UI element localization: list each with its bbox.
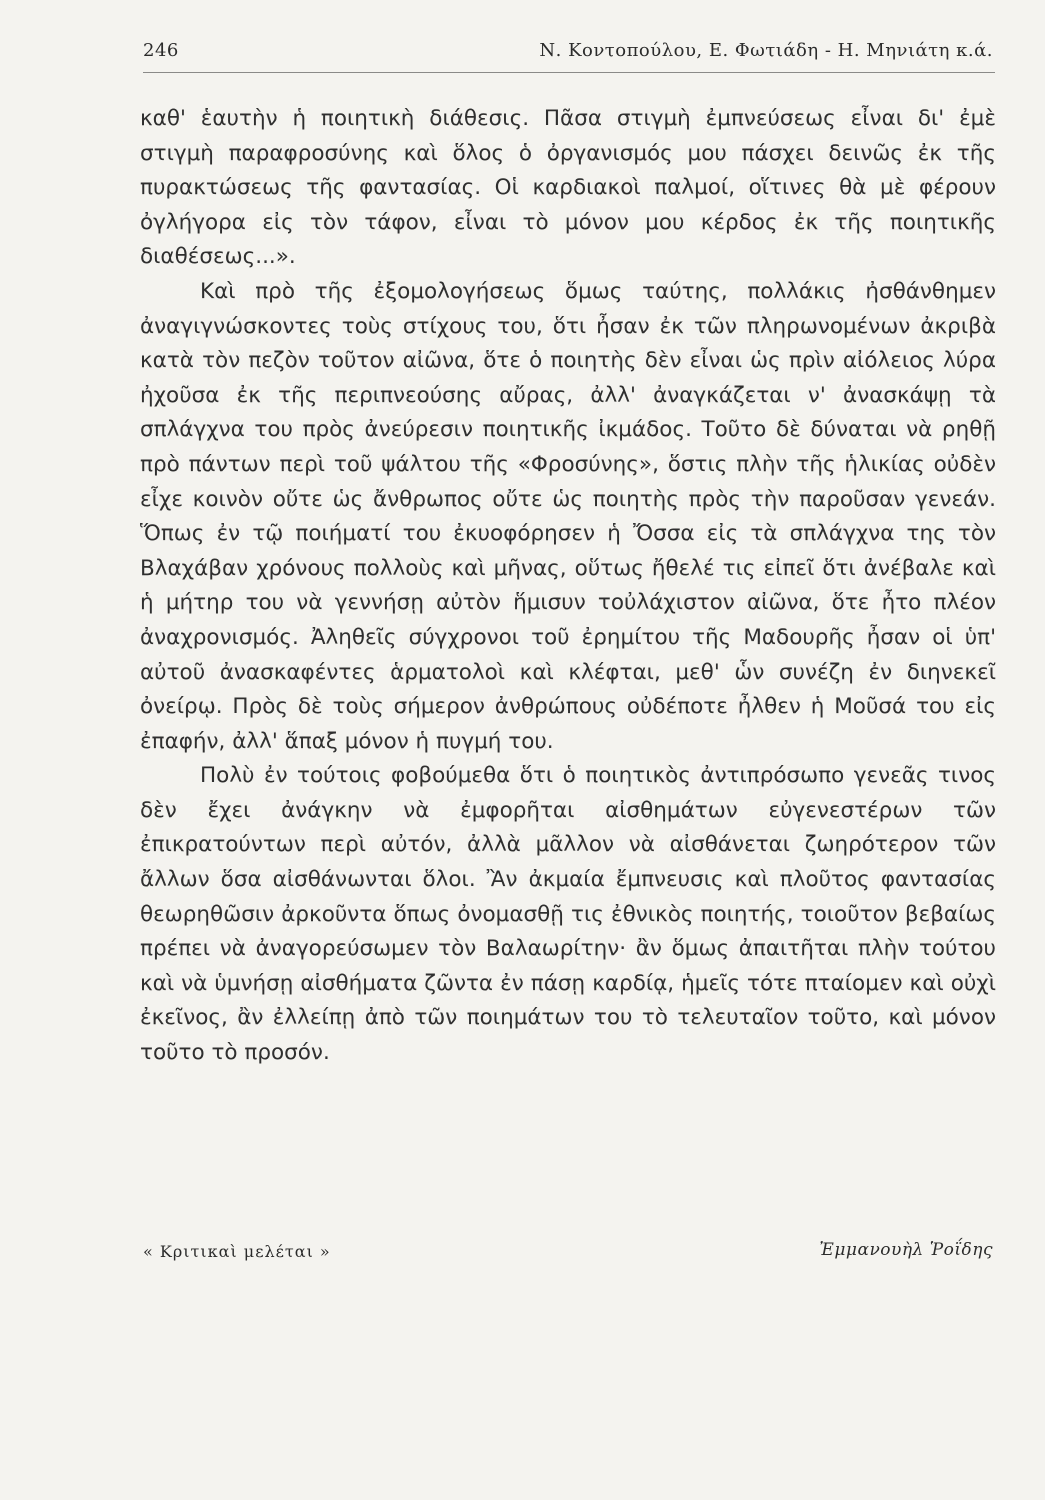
paragraph-2: Καὶ πρὸ τῆς ἐξομολογήσεως ὅμως ταύτης, πολλάκις ἠσθάνθημεν ἀναγιγνώσκοντες τοὺς στίχους του, ὅτι ἦσαν ἐκ τῶν πληρωνομένων ἀκριβὰ κατὰ τὸν πεζὸν τοῦτον αἰῶνα, ὅτε ὁ ποιητὴς δὲν εἶναι ὡς πρὶν αἰόλειος λύρα ἠχοῦσα ἐκ τῆς περιπνεούσης αὔρας, ἀλλ' ἀναγκάζεται ν' ἀνασκάψῃ τὰ σπλάγχνα του πρὸς ἀνεύρεσιν ποιητικῆς ἰκμάδος. Τοῦτο δὲ δύναται νὰ ρηθῇ πρὸ πάντων περὶ τοῦ ψάλτου τῆς «Φροσύνης», ὅστις πλὴν τῆς ἡλικίας οὐδὲν εἶχε κοινὸν οὔτε ὡς ἄνθρωπος οὔτε ὡς ποιητὴς πρὸς τὴν παροῦσαν γενεάν. Ὅπως ἐν τῷ ποιήματί του ἐκυοφόρησεν ἡ Ὄσσα εἰς τὰ σπλάγχνα της τὸν Βλαχάβαν χρόνους πολλοὺς καὶ μῆνας, οὕτως ἤθελέ τις εἰπεῖ ὅτι ἀνέβαλε καὶ ἡ μήτηρ του νὰ γεννήσῃ αὐτὸν ἥμισυν τοὐλάχιστον αἰῶνα, ὅτε ἦτο πλέον ἀναχρονισμός. Ἀληθεῖς σύγχρονοι τοῦ ἐρημίτου τῆς Μαδουρῆς ἦσαν οἱ ὑπ' αὐτοῦ ἀνασκαφέντες ἁρματολοὶ καὶ κλέφται, μεθ' ὧν συνέζη ἐν διηνεκεῖ ὀνείρῳ. Πρὸς δὲ τοὺς σήμερον ἀνθρώπους οὐδέποτε ἦλθεν ἡ Μοῦσά του εἰς ἐπαφήν, ἀλλ' ἅπαξ μόνον ἡ πυγμή του. xyxy=(140,278,996,754)
page-header xyxy=(143,36,993,66)
paragraph-3: Πολὺ ἐν τούτοις φοβούμεθα ὅτι ὁ ποιητικὸς ἀντιπρόσωπο γενεᾶς τινος δὲν ἔχει ἀνάγκην νὰ ἐμφορῆται αἰσθημάτων εὐγενεστέρων τῶν ἐπικρατούντων περὶ αὐτόν, ἀλλὰ μᾶλλον νὰ αἰσθάνεται ζωηρότερον τῶν ἄλλων ὅσα αἰσθάνωνται ὅλοι. Ἂν ἀκμαία ἔμπνευσις καὶ πλοῦτος φαντασίας θεωρηθῶσιν ἀρκοῦντα ὅπως ὀνομασθῇ τις ἐθνικὸς ποιητής, τοιοῦτον βεβαίως πρέπει νὰ ἀναγορεύσωμεν τὸν Βαλαωρίτην· ἂν ὅμως ἀπαιτῆται πλὴν τούτου καὶ νὰ ὑμνήσῃ αἰσθήματα ζῶντα ἐν πάσῃ καρδίᾳ, ἡμεῖς τότε πταίομεν καὶ οὐχὶ ἐκεῖνος, ἂν ἐλλείπῃ ἀπὸ τῶν ποιημάτων του τὸ τελευταῖον τοῦτο, καὶ μόνον τοῦτο τὸ προσόν. xyxy=(140,763,996,1066)
source-citation: « Κριτικαὶ μελέται » xyxy=(143,1242,331,1261)
page-number: 246 xyxy=(143,40,179,61)
author-signature: Ἐμμανουὴλ Ῥοΐδης xyxy=(819,1240,993,1260)
body-text xyxy=(140,102,996,1071)
page-footer xyxy=(143,1238,1003,1274)
paragraph-1: καθ' ἑαυτὴν ἡ ποιητικὴ διάθεσις. Πᾶσα στιγμὴ ἐμπνεύσεως εἶναι δι' ἐμὲ στιγμὴ παραφροσύνης καὶ ὅλος ὁ ὀργανισμός μου πάσχει δεινῶς ἐκ τῆς πυρακτώσεως τῆς φαντασίας. Οἱ καρδιακοὶ παλμοί, οἵτινες θὰ μὲ φέρουν ὀγλήγορα εἰς τὸν τάφον, εἶναι τὸ μόνον μου κέρδος ἐκ τῆς ποιητικῆς διαθέσεως...». xyxy=(140,106,996,270)
running-head: Ν. Κοντοπούλου, Ε. Φωτιάδη - Η. Μηνιάτη κ.ά. xyxy=(539,40,993,61)
header-rule xyxy=(143,72,995,73)
